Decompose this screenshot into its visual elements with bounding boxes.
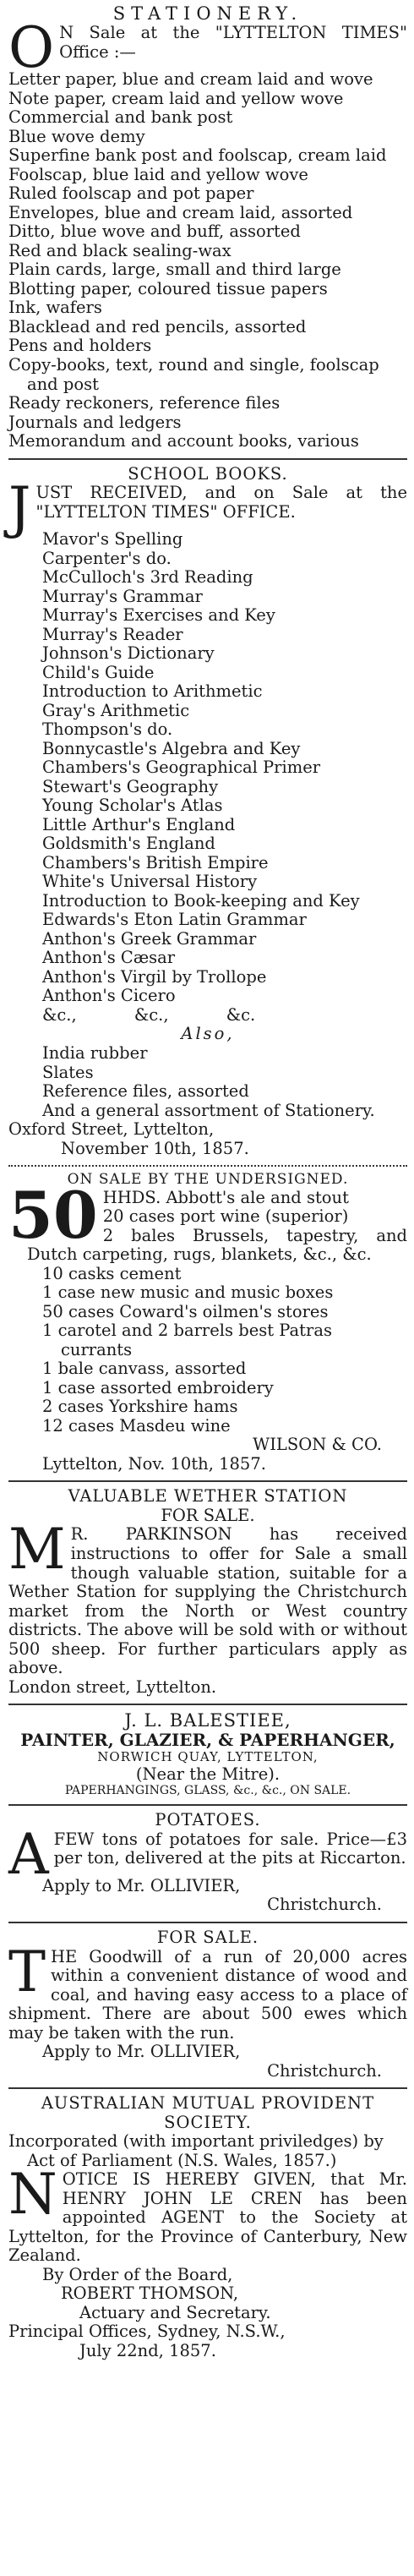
list-item: Blotting paper, coloured tissue papers [8, 278, 328, 298]
amp-order: By Order of the Board, [42, 2264, 233, 2284]
list-item: Reference files, assorted [42, 1081, 249, 1102]
potatoes-place: Christchurch. [267, 1895, 382, 1915]
amp-title: Actuary and Secretary. [79, 2302, 271, 2322]
undersigned-signer: WILSON & CO. [253, 1435, 382, 1455]
potatoes-text: FEW tons of potatoes for sale. Price—£3 per ton, delivered at the pits at Riccarton. [53, 1829, 407, 1868]
list-item: Letter paper, blue and cream laid and wove [8, 69, 373, 90]
list-item: Murray's Grammar [42, 586, 203, 606]
amp-notice-text: OTICE IS HEREBY GIVEN, that Mr. HENRY JOHN LE CREN has been appointed AGENT to the Society at Lyttelton, for the Province of Canterbury, New Zealand. [8, 2169, 407, 2266]
list-item: Introduction to Book-keeping and Key [42, 890, 360, 911]
list-item: Anthon's Virgil by Trollope [42, 966, 267, 987]
divider [8, 2087, 407, 2089]
divider [8, 1922, 407, 1923]
amp-heading: AUSTRALIAN MUTUAL PROVIDENT SOCIETY. [41, 2093, 375, 2132]
for-sale-dropcap: T [8, 1939, 46, 2004]
potatoes-heading: POTATOES. [155, 1810, 261, 1830]
list-item: Thompson's do. [42, 719, 173, 740]
list-item: &c., &c., &c. [42, 1004, 256, 1025]
list-item: 1 case assorted embroidery [42, 1377, 274, 1397]
for-sale-body [8, 1939, 407, 2043]
undersigned-date: Lyttelton, Nov. 10th, 1857. [42, 1453, 266, 1474]
list-item: Stewart's Geography [42, 776, 219, 796]
wether-station-text: R. PARKINSON has received instructions to offer for Sale a small though valuable station, suitable for a Wether Station for supplying the Christchurch market from the North or West country districts. The above will be sold with or without 500 sheep. For further particulars apply as above. [8, 1524, 407, 1678]
divider [8, 1165, 407, 1167]
list-item: Edwards's Eton Latin Grammar [42, 910, 307, 930]
for-sale-place: Christchurch. [267, 2060, 382, 2081]
list-item: Anthon's Cicero [42, 986, 176, 1006]
list-item: Foolscap, blue laid and yellow wove [8, 164, 308, 184]
stationery-heading: STATIONERY. [112, 3, 303, 24]
list-item: Murray's Exercises and Key [42, 605, 275, 626]
for-sale-text: HE Goodwill of a run of 20,000 acres within a convenient distance of wood and coal, and having easy access to a place of shipment. There are about 500 ewes which may be taken with the run. [8, 1946, 407, 2043]
wether-station-address: London street, Lyttelton. [8, 1676, 217, 1697]
balestiee-name: J. L. BALESTIEE, [124, 1710, 291, 1731]
balestiee-street: NORWICH QUAY, LYTTELTON, [97, 1749, 319, 1765]
list-item: Chambers's Geographical Primer [42, 757, 321, 778]
list-item: Carpenter's do. [42, 548, 172, 568]
stationery-ad [8, 3, 407, 451]
divider [8, 458, 407, 460]
list-item: Ink, wafers [8, 298, 102, 318]
balestiee-landmark: (Near the Mitre). [135, 1764, 281, 1784]
list-item: Bonnycastle's Algebra and Key [42, 738, 301, 758]
list-item: Envelopes, blue and cream laid, assorted [8, 202, 353, 222]
also-list [8, 1044, 407, 1120]
list-item: Johnson's Dictionary [42, 643, 215, 664]
wether-station-dropcap: M [8, 1517, 66, 1583]
list-item: Plain cards, large, small and third large [8, 260, 341, 280]
list-item: Red and black sealing-wax [8, 240, 232, 260]
list-item: Commercial and bank post [8, 107, 233, 128]
list-item: And a general assortment of Stationery. [42, 1100, 375, 1120]
balestiee-trade: PAINTER, GLAZIER, & PAPERHANGER, [20, 1730, 395, 1751]
list-item: Ready reckoners, reference files [8, 393, 281, 413]
amp-society-ad [8, 2094, 407, 2360]
wether-station-subheading: FOR SALE. [161, 1505, 255, 1525]
list-item: Copy-books, text, round and single, foolscap and post [8, 354, 379, 394]
list-item: 1 bale canvass, assorted [42, 1359, 247, 1379]
undersigned-ad [8, 1172, 407, 1474]
wether-station-heading: VALUABLE WETHER STATION [68, 1486, 348, 1507]
school-books-date: November 10th, 1857. [61, 1138, 249, 1158]
list-item: Child's Guide [42, 662, 155, 682]
list-item: Young Scholar's Atlas [42, 796, 223, 816]
also-label: Also, [181, 1024, 235, 1044]
list-item: Memorandum and account books, various [8, 431, 359, 451]
undersigned-heading: ON SALE BY THE UNDERSIGNED. [67, 1171, 349, 1189]
list-item: Journals and ledgers [8, 412, 182, 432]
for-sale-heading: FOR SALE. [156, 1928, 259, 1947]
amp-incorporated: Incorporated (with important priviledges) by Act of Parliament (N.S. Wales, 1857.) [8, 2131, 384, 2170]
stationery-intro-text: N Sale at the "LYTTELTON TIMES" Office :— [59, 23, 407, 62]
amp-dropcap: N [8, 2162, 57, 2228]
school-books-address: Oxford Street, Lyttelton, [8, 1119, 215, 1140]
big-number: 50 [8, 1177, 98, 1253]
potatoes-ad [8, 1811, 407, 1915]
list-item: Mavor's Spelling [42, 529, 183, 550]
divider [8, 1804, 407, 1806]
list-item: White's Universal History [42, 872, 258, 892]
undersigned-list [8, 1265, 407, 1436]
list-item: Superfine bank post and foolscap, cream laid [8, 145, 387, 166]
list-item: 12 cases Masdeu wine [42, 1415, 231, 1436]
list-item: Ditto, blue wove and buff, assorted [8, 222, 301, 242]
undersigned-first-line: HHDS. Abbott's ale and stout [102, 1187, 349, 1207]
list-item: Note paper, cream laid and yellow wove [8, 88, 344, 108]
school-books-dropcap: J [8, 475, 31, 541]
list-item: 1 carotel and 2 barrels best Patras currants [42, 1321, 332, 1359]
list-item: India rubber [42, 1043, 148, 1063]
list-item: Pens and holders [8, 336, 152, 356]
stationery-item-list [8, 70, 407, 451]
balestiee-goods: PAPERHANGINGS, GLASS, &c., &c., ON SALE. [64, 1784, 351, 1798]
list-item: 1 case new music and music boxes [42, 1283, 334, 1303]
amp-date: July 22nd, 1857. [79, 2340, 216, 2360]
list-item: Anthon's Cæsar [42, 948, 176, 968]
list-item: 20 cases port wine (superior) [102, 1206, 349, 1227]
list-item: Introduction to Arithmetic [42, 681, 263, 702]
list-item: Goldsmith's England [42, 834, 215, 854]
list-item: 10 casks cement [42, 1263, 182, 1283]
list-item: Murray's Reader [42, 624, 183, 644]
list-item: Gray's Arithmetic [42, 700, 190, 720]
amp-signer: ROBERT THOMSON, [61, 2283, 239, 2304]
school-books-ad [8, 465, 407, 1159]
list-item: Anthon's Greek Grammar [42, 928, 257, 949]
divider [8, 1704, 407, 1705]
wether-station-ad [8, 1487, 407, 1697]
wether-station-body [8, 1517, 407, 1678]
list-item: McCulloch's 3rd Reading [42, 567, 253, 588]
school-books-intro-text: UST RECEIVED, and on Sale at the "LYTTELTON TIMES" OFFICE. [35, 483, 407, 522]
potatoes-apply: Apply to Mr. OLLIVIER, [42, 1875, 241, 1895]
list-item: 2 bales Brussels, tapestry, and Dutch carpeting, rugs, blankets, &c., &c. [27, 1225, 407, 1265]
divider [8, 1480, 407, 1482]
amp-office: Principal Offices, Sydney, N.S.W., [8, 2322, 286, 2342]
for-sale-apply: Apply to Mr. OLLIVIER, [42, 2042, 241, 2062]
list-item: Little Arthur's England [42, 814, 236, 834]
run-for-sale-ad [8, 1928, 407, 2081]
list-item: 50 cases Coward's oilmen's stores [42, 1301, 329, 1321]
school-books-heading: SCHOOL BOOKS. [128, 463, 288, 484]
list-item: Blacklead and red pencils, assorted [8, 316, 307, 336]
school-books-list [8, 530, 407, 1025]
stationery-dropcap: O [8, 15, 55, 81]
list-item: Chambers's British Empire [42, 852, 269, 872]
list-item: Blue wove demy [8, 126, 145, 146]
amp-notice [8, 2162, 407, 2266]
potatoes-dropcap: A [8, 1821, 49, 1887]
list-item: Ruled foolscap and pot paper [8, 183, 254, 204]
list-item: Slates [42, 1062, 94, 1082]
list-item: 2 cases Yorkshire hams [42, 1397, 238, 1417]
balestiee-ad [8, 1710, 407, 1797]
